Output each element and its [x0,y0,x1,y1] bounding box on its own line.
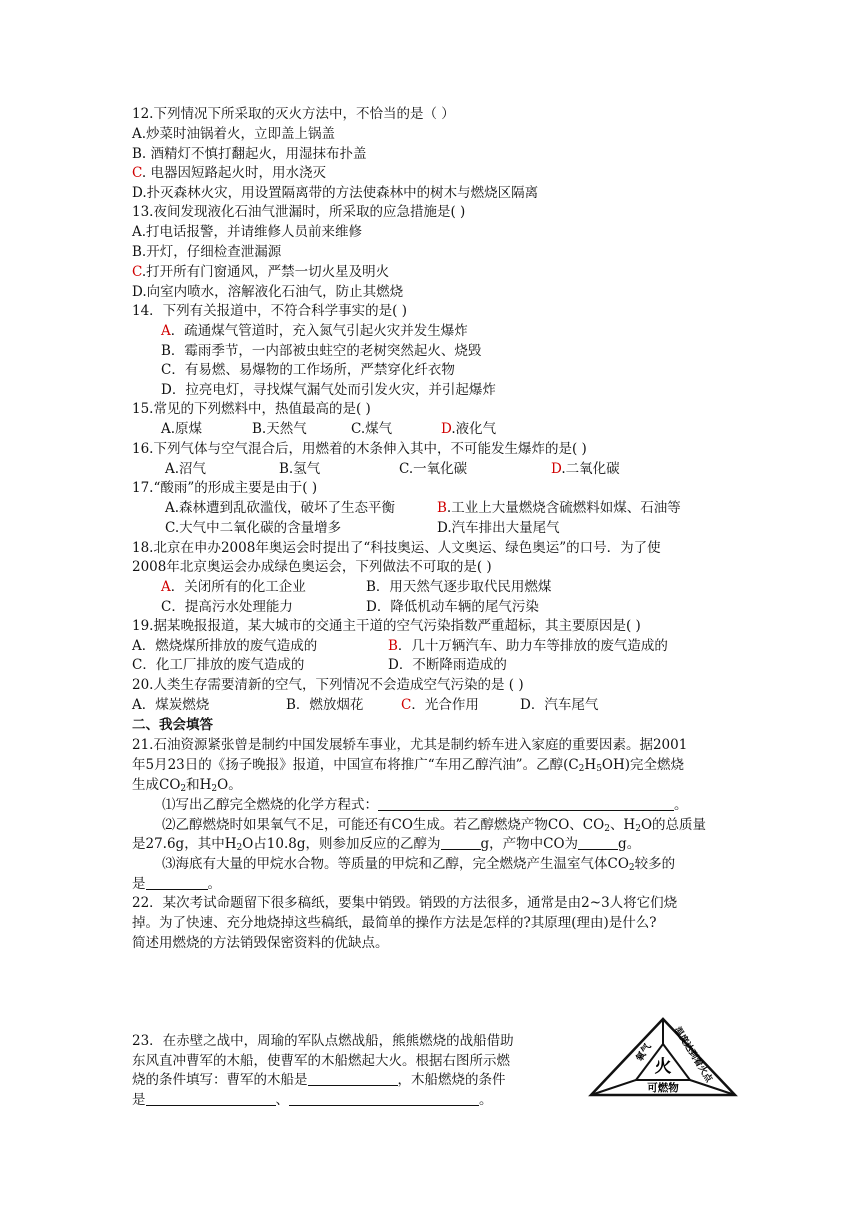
q14-option-a: A．疏通煤气管道时，充入氮气引起火灾并发生爆炸 [161,323,468,339]
q13-stem: 13.夜间发现液化石油气泄漏时，所采取的应急措施是( ) [132,204,466,220]
section-heading: 二、我会填答 [132,717,213,733]
q19-option-d: D．不断降雨造成的 [388,657,507,673]
fire-triangle-diagram [588,1016,738,1098]
q21-line2: 年5月23日的《扬子晚报》报道，中国宣布将推广“车用乙醇汽油”。乙醇$(C_2H_5OH)$完全燃烧 [132,757,685,774]
q21-part2-line1: ⑵乙醇燃烧时如果氧气不足，可能还有CO生成。若乙醇燃烧产物CO、$CO_2$、$H_2O$的总质量 [162,817,707,834]
q21-part1: ⑴写出乙醇完全燃烧的化学方程式： 。 [162,797,688,813]
q18-stem-line2: 2008年北京奥运会办成绿色奥运会，下列做法不可取的是( ) [132,559,492,575]
q22-line3: 简述用燃烧的方法销毁保密资料的优缺点。 [132,935,389,951]
q15-option-b: B.天然气 [252,421,307,437]
q14-option-b: B．霉雨季节，一内部被虫蛀空的老树突然起火、烧毁 [161,343,482,359]
q14-option-d: D．拉亮电灯，寻找煤气漏气处而引发火灾，并引起爆炸 [161,382,496,398]
q23-line1: 23．在赤壁之战中，周瑜的军队点燃战船，熊熊燃烧的战船借助 [132,1033,514,1049]
q20-answer-letter: C [401,697,412,713]
q21-part3-line1: ⑶海底有大量的甲烷水合物。等质量的甲烷和乙醇，完全燃烧产生温室气体$CO_2$较多的 [162,856,676,873]
q13-answer-letter: C [132,264,142,280]
q16-option-a: A.沼气 [165,461,207,477]
q15-stem: 15.常见的下列燃料中，热值最高的是( ) [132,401,371,417]
q18-answer-letter: A [161,579,171,595]
ethanol-mass-blank[interactable] [441,835,481,850]
q12-option-c: C. 电器因短路起火时，用水浇灭 [132,165,326,181]
q23-line3: 烧的条件填写：曹军的木船是 ，木船燃烧的条件 [132,1072,506,1088]
q14-stem: 14．下列有关报道中，不符合科学事实的是( ) [132,303,408,319]
q17-option-b: B.工业上大量燃烧含硫燃料如煤、石油等 [437,500,681,516]
q12-option-b: B. 酒精灯不慎打翻起火，用湿抹布扑盖 [132,146,367,162]
q15-option-c: C.煤气 [351,421,393,437]
q16-answer-letter: D [551,461,562,477]
q13-option-c: C.打开所有门窗通风，严禁一切火星及明火 [132,264,390,280]
q18-option-a: A．关闭所有的化工企业 [161,579,306,595]
q16-option-d: D.二氧化碳 [551,461,620,477]
q16-stem: 16.下列气体与空气混合后，用燃着的木条伸入其中，不可能发生爆炸的是( ) [132,441,587,457]
q20-option-c: C．光合作用 [401,697,479,713]
q20-option-a: A．煤炭燃烧 [132,697,210,713]
q23-line4: 是 、 。 [132,1092,493,1108]
ship-blank[interactable] [308,1071,398,1086]
triangle-left-label: 氧气 [634,1041,654,1064]
q15-answer-letter: D [441,421,452,437]
q18-option-b: B．用天然气逐步取代民用燃煤 [366,579,552,595]
q17-answer-letter: B [437,500,447,516]
q18-option-d: D．降低机动车辆的尾气污染 [366,599,539,615]
q18-stem-line1: 18.北京在申办2008年奥运会时提出了“科技奥运、人文奥运、绿色奥运”的口号．为了使 [132,540,661,556]
q20-option-b: B．燃放烟花 [286,697,364,713]
q22-line2: 掉。为了快速、充分地烧掉这些稿纸，最简单的操作方法是怎样的?其原理(理由)是什么? [132,915,657,931]
q16-option-b: B.氢气 [279,461,321,477]
q12-answer-letter: C [132,165,142,181]
q22-line1: 22．某次考试命题留下很多稿纸，要集中销毁。销毁的方法很多，通常是由2~3人将它们烧 [132,895,678,911]
q14-answer-letter: A [161,323,171,339]
q12-option-a: A.炒菜时油锅着火，立即盖上锅盖 [132,126,336,142]
q13-option-d: D.向室内喷水，溶解液化石油气，防止其燃烧 [132,284,404,300]
q21-line3: 生成$CO_2$和$H_2O$。 [132,777,242,794]
q23-line2: 东风直冲曹军的木船，使曹军的木船燃起大火。根据右图所示燃 [132,1053,510,1069]
q15-option-d: D.液化气 [441,421,497,437]
q17-stem: 17.“酸雨”的形成主要是由于( ) [132,480,318,496]
q15-option-a: A.原煤 [161,421,203,437]
q13-option-b: B.开灯，仔细检查泄漏源 [132,244,282,260]
triangle-center-label: 火 [654,1057,672,1077]
q19-answer-letter: B [388,638,398,654]
equation-blank[interactable] [378,796,674,811]
q18-option-c: C．提高污水处理能力 [161,599,293,615]
q21-line1: 21.石油资源紧张曾是制约中国发展轿车事业，尤其是制约轿车进入家庭的重要因素。据2001 [132,737,688,753]
q20-option-d: D．汽车尾气 [520,697,599,713]
q14-option-c: C．有易燃、易爆物的工作场所，严禁穿化纤衣物 [161,362,455,378]
q13-option-a: A.打电话报警，并请维修人员前来维修 [132,224,363,240]
condition-blank-2[interactable] [289,1091,479,1106]
q12-stem: 12.下列情况下所采取的灭火方法中，不恰当的是（ ） [132,106,455,122]
q19-stem: 19.据某晚报报道，某大城市的交通主干道的空气污染指数严重超标，其主要原因是( ) [132,618,641,634]
q16-option-c: C.一氧化碳 [399,461,468,477]
triangle-bottom-label: 可燃物 [647,1082,679,1094]
q12-option-d: D.扑灭森林火灾，用设置隔离带的方法使森林中的树木与燃烧区隔离 [132,185,539,201]
q19-option-a: A．燃烧煤所排放的废气造成的 [132,638,318,654]
q17-option-d: D.汽车排出大量尾气 [437,520,560,536]
q17-option-a: A.森林遭到乱砍滥伐，破坏了生态平衡 [165,500,396,516]
greenhouse-answer-blank[interactable] [146,875,208,890]
q21-part3-line2: 是 。 [132,876,221,892]
q19-option-b: B．几十万辆汽车、助力车等排放的废气造成的 [388,638,668,654]
q20-stem: 20.人类生存需要清新的空气，下列情况不会造成空气污染的是 ( ) [132,677,524,693]
condition-blank-1[interactable] [146,1091,276,1106]
q21-part2-line2: 是27.6g，其中$H_2O$占10.8g，则参加反应的乙醇为 g，产物中CO为 g。 [132,836,641,853]
triangle-right-label: 温度达到着火点 [671,1025,714,1085]
q19-option-c: C．化工厂排放的废气造成的 [132,657,305,673]
q17-option-c: C.大气中二氧化碳的含量增多 [165,520,342,536]
co-mass-blank[interactable] [578,835,618,850]
